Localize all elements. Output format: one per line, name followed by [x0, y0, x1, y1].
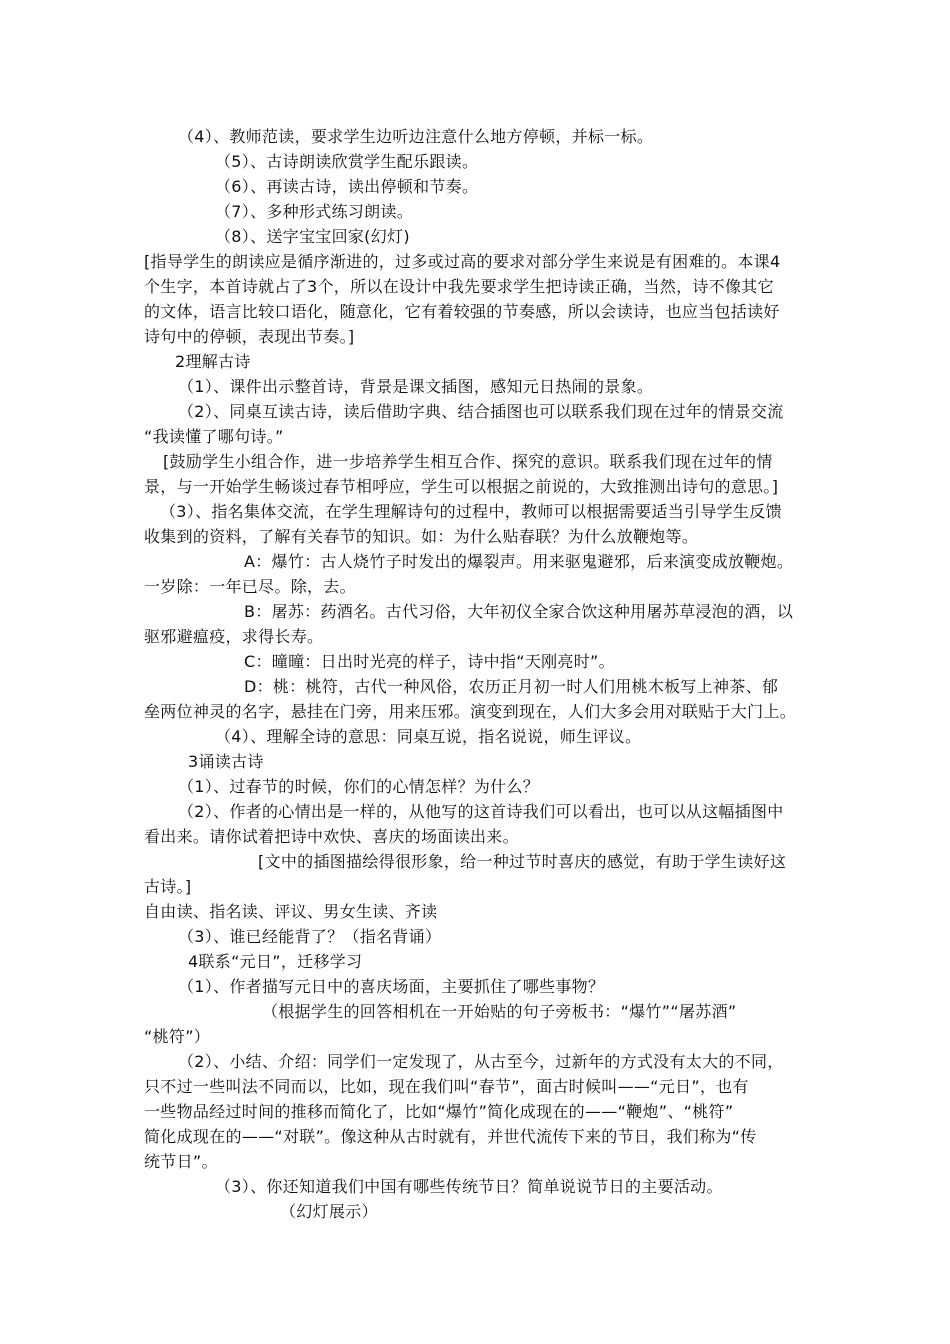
text-line: （3）、谁已经能背了？（指名背诵） — [178, 927, 442, 946]
section-heading: 4联系“元日”，迁移学习 — [188, 952, 363, 971]
text-line: [鼓励学生小组合作，进一步培养学生相互合作、探究的意识。联系我们现在过年的情 — [163, 452, 773, 471]
text-line: （4）、理解全诗的意思：同桌互说，指名说说，师生评议。 — [215, 727, 642, 746]
text-line: （4）、教师范读，要求学生边听边注意什么地方停顿，并标一标。 — [178, 127, 654, 146]
text-line: 诗句中的停顿，表现出节奏。] — [144, 327, 355, 346]
text-line: （5）、古诗朗读欣赏学生配乐跟读。 — [215, 152, 479, 171]
text-line: 只不过一些叫法不同而以，比如，现在我们叫“春节”，面古时候叫——“元日”，也有 — [144, 1077, 749, 1096]
text-line: （2）、作者的心情出是一样的，从他写的这首诗我们可以看出，也可以从这幅插图中 — [178, 802, 784, 821]
text-line: “桃符”） — [144, 1027, 211, 1046]
text-line: B：屠苏：药酒名。古代习俗，大年初仪全家合饮这种用屠苏草浸泡的酒，以 — [244, 602, 794, 621]
text-line: （2）、同桌互读古诗，读后借助字典、结合插图也可以联系我们现在过年的情景交流 — [178, 402, 784, 421]
section-heading: 2理解古诗 — [175, 352, 251, 371]
text-line: 收集到的资料，了解有关春节的知识。如：为什么贴春联？为什么放鞭炮等。 — [144, 527, 699, 546]
text-line: （2）、小结、介绍：同学们一定发现了，从古至今，过新年的方式没有太大的不同， — [178, 1052, 784, 1071]
text-line: （1）、课件出示整首诗，背景是课文插图，感知元日热闹的景象。 — [178, 377, 654, 396]
text-line: （7）、多种形式练习朗读。 — [215, 202, 414, 221]
text-line: 垒两位神灵的名字，悬挂在门旁，用来压邪。演变到现在，人们大多会用对联贴于大门上。 — [144, 702, 797, 721]
text-line: [指导学生的朗读应是循序渐进的，过多或过高的要求对部分学生来说是有困难的。本课4 — [144, 252, 781, 271]
text-line: 个生字，本首诗就占了3个，所以在设计中我先要求学生把诗读正确，当然，诗不像其它 — [144, 277, 774, 296]
text-line: 古诗。] — [144, 877, 192, 896]
text-line: [文中的插图描绘得很形象，给一种过节时喜庆的感觉，有助于学生读好这 — [258, 852, 787, 871]
text-line: C：曈曈：日出时光亮的样子，诗中指“天刚亮时”。 — [244, 652, 615, 671]
section-heading: 3诵读古诗 — [188, 752, 264, 771]
text-line: 自由读、指名读、评议、男女生读、齐读 — [144, 902, 438, 921]
text-line: （3）、指名集体交流，在学生理解诗句的过程中，教师可以根据需要适当引导学生反馈 — [160, 502, 782, 521]
text-line: （3）、你还知道我们中国有哪些传统节日？简单说说节日的主要活动。 — [215, 1177, 723, 1196]
text-line: 统节日”。 — [144, 1152, 218, 1171]
text-line: （6）、再读古诗，读出停顿和节奏。 — [215, 177, 479, 196]
text-line: 一岁除：一年已尽。除，去。 — [144, 577, 356, 596]
text-line: （幻灯展示） — [280, 1202, 378, 1221]
text-line: 看出来。请你试着把诗中欢快、喜庆的场面读出来。 — [144, 827, 519, 846]
text-line: D：桃：桃符，古代一种风俗，农历正月初一时人们用桃木板写上神茶、郁 — [244, 677, 779, 696]
text-line: 景，与一开始学生畅谈过春节相呼应，学生可以根据之前说的，大致推测出诗句的意思。] — [144, 477, 779, 496]
text-line: “我读懂了哪句诗。” — [144, 427, 284, 446]
text-line: （1）、过春节的时候，你们的心情怎样？为什么？ — [178, 777, 540, 796]
text-line: 驱邪避瘟疫，求得长寿。 — [144, 627, 324, 646]
text-line: （1）、作者描写元日中的喜庆场面，主要抓住了哪些事物？ — [178, 977, 605, 996]
text-line: 简化成现在的——“对联”。像这种从古时就有，并世代流传下来的节日，我们称为“传 — [144, 1127, 757, 1146]
text-line: 的文体，语言比较口语化，随意化，它有着较强的节奏感，所以会读诗，也应当包括读好 — [144, 302, 780, 321]
text-line: （8）、送字宝宝回家(幻灯) — [215, 227, 410, 246]
text-line: A：爆竹：古人烧竹子时发出的爆裂声。用来驱鬼避邪，后来演变成放鞭炮。 — [244, 552, 794, 571]
text-line: （根据学生的回答相机在一开始贴的句子旁板书：“爆竹”“屠苏酒” — [262, 1002, 737, 1021]
text-line: 一些物品经过时间的推移而简化了，比如“爆竹”简化成现在的——“鞭炮”、“桃符” — [144, 1102, 734, 1121]
